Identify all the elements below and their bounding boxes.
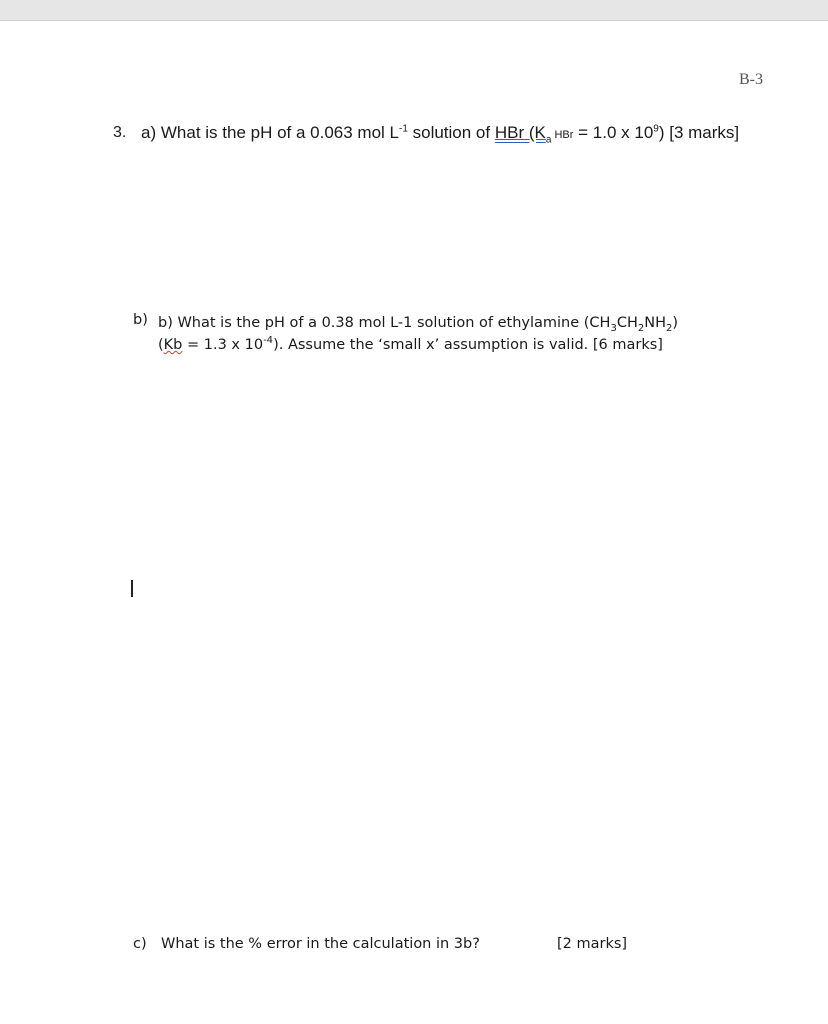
question-a-sub-hbr: HBr (551, 129, 574, 141)
question-b-sub-2: 2 (637, 322, 645, 334)
page-number: B-3 (739, 71, 763, 88)
question-c-text: What is the % error in the calculation in 3b? (161, 936, 480, 952)
question-b-text-1: b) What is the pH of a 0.38 mol L-1 solution of ethylamine (CH (158, 315, 611, 331)
question-a-text-1: What is the pH of a 0.063 mol L (160, 123, 399, 142)
question-b-kb: Kb (163, 337, 183, 353)
window-top-bar (0, 0, 828, 21)
question-c-marker: c) (133, 936, 147, 952)
question-a-text (141, 122, 761, 146)
question-a-text-4: = 1.0 x 10 (573, 123, 654, 142)
question-c-marks: [2 marks] (557, 936, 628, 952)
question-b-sub-3: 2 (665, 322, 673, 334)
question-b-marker: b) (133, 312, 148, 328)
question-a-label: a) (141, 123, 157, 142)
question-b-text-4: ) (672, 315, 679, 331)
question-b-sup-1: -4 (263, 335, 274, 347)
question-a-compound: HBr (494, 123, 525, 142)
question-a-text-5: ) [3 marks] (658, 123, 740, 142)
question-b-sub-1: 3 (610, 322, 617, 334)
question-a-text-2: solution of (407, 123, 495, 142)
text-cursor (131, 580, 133, 597)
question-a-sup-1: -1 (398, 123, 408, 135)
question-b-text-6: = 1.3 x 10 (182, 337, 264, 353)
question-b-text-3: NH (644, 315, 666, 331)
question-b-text-2: CH (616, 315, 638, 331)
question-b-text-7: ). Assume the ‘small x’ assumption is valid. [6 marks] (273, 337, 663, 353)
question-a-text-3: (K (524, 123, 546, 142)
question-number: 3. (113, 124, 127, 141)
question-a-sub-a: a (545, 134, 552, 146)
question-b-text-5: ( (158, 337, 164, 353)
question-b-text (158, 312, 758, 356)
question-a-sup-2: 9 (653, 123, 659, 135)
